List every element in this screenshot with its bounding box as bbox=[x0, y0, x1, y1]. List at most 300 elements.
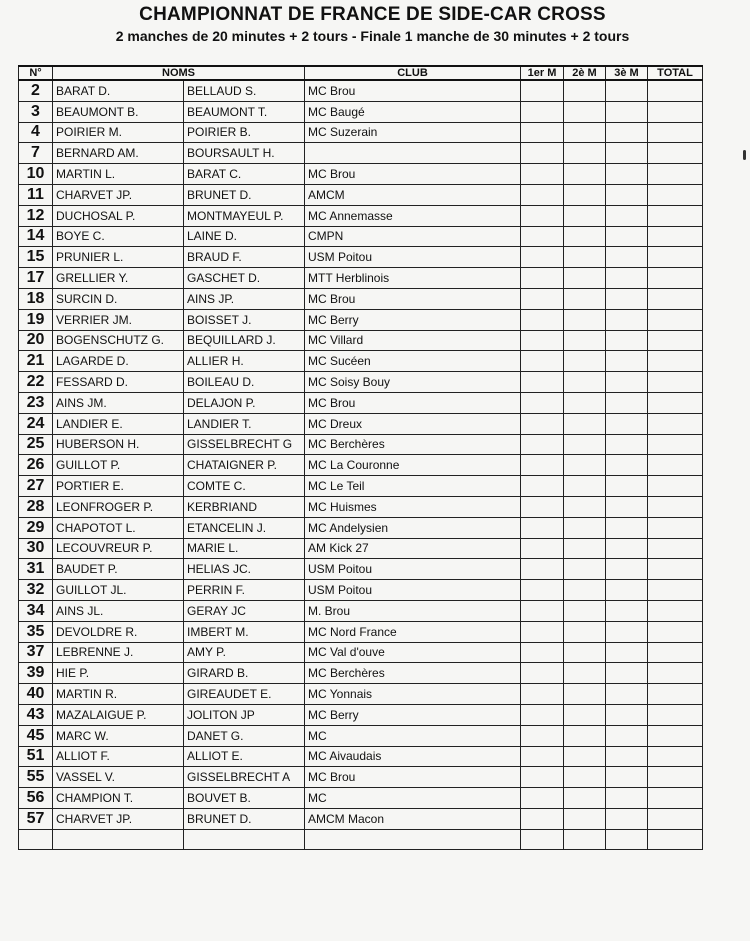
score-manche-3 bbox=[606, 496, 648, 517]
passenger-name: DANET G. bbox=[184, 725, 305, 746]
score-manche-1 bbox=[521, 80, 564, 101]
crew-number: 11 bbox=[19, 184, 53, 205]
table-row bbox=[19, 143, 703, 164]
crew-number: 19 bbox=[19, 309, 53, 330]
pilot-name: BEAUMONT B. bbox=[53, 101, 184, 122]
passenger-name: BRUNET D. bbox=[184, 808, 305, 829]
table-row bbox=[19, 226, 703, 247]
score-manche-2 bbox=[564, 538, 606, 559]
pilot-name: MAZALAIGUE P. bbox=[53, 704, 184, 725]
pilot-name: BERNARD AM. bbox=[53, 143, 184, 164]
header-manche-1: 1er M bbox=[521, 66, 564, 80]
score-total bbox=[648, 205, 703, 226]
crew-number: 25 bbox=[19, 434, 53, 455]
table-row bbox=[19, 205, 703, 226]
score-manche-2 bbox=[564, 101, 606, 122]
score-manche-2 bbox=[564, 476, 606, 497]
score-total bbox=[648, 309, 703, 330]
score-manche-3 bbox=[606, 808, 648, 829]
club-name: MC Annemasse bbox=[305, 205, 521, 226]
pilot-name: BARAT D. bbox=[53, 80, 184, 101]
score-total bbox=[648, 496, 703, 517]
club-name: MC Brou bbox=[305, 288, 521, 309]
pilot-name: HIE P. bbox=[53, 663, 184, 684]
table-row bbox=[19, 808, 703, 829]
crew-number: 57 bbox=[19, 808, 53, 829]
crew-number: 3 bbox=[19, 101, 53, 122]
pilot-name: FESSARD D. bbox=[53, 372, 184, 393]
crew-number: 34 bbox=[19, 600, 53, 621]
table-row bbox=[19, 600, 703, 621]
score-manche-3 bbox=[606, 392, 648, 413]
score-manche-3 bbox=[606, 143, 648, 164]
pilot-name: AINS JM. bbox=[53, 392, 184, 413]
table-row bbox=[19, 392, 703, 413]
score-manche-2 bbox=[564, 392, 606, 413]
score-total bbox=[648, 122, 703, 143]
score-manche-3 bbox=[606, 101, 648, 122]
pilot-name: AINS JL. bbox=[53, 600, 184, 621]
crew-number: 14 bbox=[19, 226, 53, 247]
crew-number: 18 bbox=[19, 288, 53, 309]
table-row bbox=[19, 413, 703, 434]
club-name: MC bbox=[305, 725, 521, 746]
score-manche-1 bbox=[521, 226, 564, 247]
pilot-name: GUILLOT P. bbox=[53, 455, 184, 476]
entry-list-table bbox=[18, 65, 703, 850]
passenger-name: GISSELBRECHT A bbox=[184, 767, 305, 788]
crew-number: 37 bbox=[19, 642, 53, 663]
score-total bbox=[648, 101, 703, 122]
table-row bbox=[19, 684, 703, 705]
score-total bbox=[648, 330, 703, 351]
club-name: MC Huismes bbox=[305, 496, 521, 517]
passenger-name: BEQUILLARD J. bbox=[184, 330, 305, 351]
score-total bbox=[648, 413, 703, 434]
score-manche-3 bbox=[606, 205, 648, 226]
score-manche-2 bbox=[564, 372, 606, 393]
score-total bbox=[648, 788, 703, 809]
club-name: AMCM bbox=[305, 184, 521, 205]
passenger-name: HELIAS JC. bbox=[184, 559, 305, 580]
score-manche-3 bbox=[606, 330, 648, 351]
passenger-name: GERAY JC bbox=[184, 600, 305, 621]
crew-number bbox=[19, 829, 53, 850]
pilot-name: BAUDET P. bbox=[53, 559, 184, 580]
table-row bbox=[19, 476, 703, 497]
score-total bbox=[648, 559, 703, 580]
club-name: MC Berchères bbox=[305, 434, 521, 455]
pilot-name: CHAMPION T. bbox=[53, 788, 184, 809]
score-manche-2 bbox=[564, 184, 606, 205]
score-total bbox=[648, 372, 703, 393]
passenger-name: BELLAUD S. bbox=[184, 80, 305, 101]
crew-number: 56 bbox=[19, 788, 53, 809]
passenger-name: AMY P. bbox=[184, 642, 305, 663]
crew-number: 12 bbox=[19, 205, 53, 226]
table-row bbox=[19, 351, 703, 372]
score-manche-3 bbox=[606, 663, 648, 684]
club-name: MC Villard bbox=[305, 330, 521, 351]
table-header-row bbox=[19, 66, 703, 80]
score-manche-3 bbox=[606, 580, 648, 601]
table-row bbox=[19, 455, 703, 476]
score-manche-1 bbox=[521, 101, 564, 122]
club-name: MC Berry bbox=[305, 704, 521, 725]
score-manche-2 bbox=[564, 517, 606, 538]
pilot-name: VERRIER JM. bbox=[53, 309, 184, 330]
table-row bbox=[19, 725, 703, 746]
club-name: MC Aivaudais bbox=[305, 746, 521, 767]
passenger-name: MARIE L. bbox=[184, 538, 305, 559]
score-manche-1 bbox=[521, 642, 564, 663]
score-manche-2 bbox=[564, 663, 606, 684]
club-name: MC Berchères bbox=[305, 663, 521, 684]
score-manche-2 bbox=[564, 80, 606, 101]
score-total bbox=[648, 725, 703, 746]
crew-number: 39 bbox=[19, 663, 53, 684]
crew-number: 32 bbox=[19, 580, 53, 601]
score-manche-3 bbox=[606, 184, 648, 205]
score-manche-1 bbox=[521, 704, 564, 725]
pilot-name: CHARVET JP. bbox=[53, 808, 184, 829]
score-total bbox=[648, 600, 703, 621]
score-manche-3 bbox=[606, 725, 648, 746]
score-manche-2 bbox=[564, 808, 606, 829]
score-manche-2 bbox=[564, 413, 606, 434]
header-noms: NOMS bbox=[53, 66, 305, 80]
score-manche-3 bbox=[606, 746, 648, 767]
header-manche-2: 2è M bbox=[564, 66, 606, 80]
club-name: MC Brou bbox=[305, 164, 521, 185]
table-row bbox=[19, 746, 703, 767]
score-manche-1 bbox=[521, 788, 564, 809]
score-manche-1 bbox=[521, 476, 564, 497]
passenger-name: LANDIER T. bbox=[184, 413, 305, 434]
crew-number: 10 bbox=[19, 164, 53, 185]
header-manche-3: 3è M bbox=[606, 66, 648, 80]
score-manche-3 bbox=[606, 517, 648, 538]
passenger-name: AINS JP. bbox=[184, 288, 305, 309]
score-manche-3 bbox=[606, 122, 648, 143]
club-name: MC Soisy Bouy bbox=[305, 372, 521, 393]
score-manche-1 bbox=[521, 164, 564, 185]
score-manche-2 bbox=[564, 788, 606, 809]
score-total bbox=[648, 143, 703, 164]
passenger-name: JOLITON JP bbox=[184, 704, 305, 725]
crew-number: 21 bbox=[19, 351, 53, 372]
club-name: CMPN bbox=[305, 226, 521, 247]
club-name: MC Brou bbox=[305, 392, 521, 413]
score-manche-2 bbox=[564, 496, 606, 517]
score-total bbox=[648, 392, 703, 413]
pilot-name: MARC W. bbox=[53, 725, 184, 746]
club-name: MC Dreux bbox=[305, 413, 521, 434]
score-manche-1 bbox=[521, 580, 564, 601]
club-name: MTT Herblinois bbox=[305, 268, 521, 289]
crew-number: 2 bbox=[19, 80, 53, 101]
score-manche-1 bbox=[521, 268, 564, 289]
score-manche-3 bbox=[606, 309, 648, 330]
club-name: MC Suzerain bbox=[305, 122, 521, 143]
score-manche-3 bbox=[606, 684, 648, 705]
club-name: MC Yonnais bbox=[305, 684, 521, 705]
table-row bbox=[19, 372, 703, 393]
passenger-name: GISSELBRECHT G bbox=[184, 434, 305, 455]
score-total bbox=[648, 642, 703, 663]
passenger-name: BOISSET J. bbox=[184, 309, 305, 330]
score-manche-2 bbox=[564, 288, 606, 309]
score-manche-2 bbox=[564, 309, 606, 330]
score-manche-3 bbox=[606, 80, 648, 101]
crew-number: 27 bbox=[19, 476, 53, 497]
crew-number: 30 bbox=[19, 538, 53, 559]
club-name: MC Le Teil bbox=[305, 476, 521, 497]
crew-number: 7 bbox=[19, 143, 53, 164]
passenger-name: DELAJON P. bbox=[184, 392, 305, 413]
club-name: MC Berry bbox=[305, 309, 521, 330]
score-total bbox=[648, 746, 703, 767]
crew-number: 4 bbox=[19, 122, 53, 143]
table-row bbox=[19, 704, 703, 725]
score-manche-1 bbox=[521, 600, 564, 621]
table-row bbox=[19, 496, 703, 517]
score-manche-3 bbox=[606, 704, 648, 725]
pilot-name: PRUNIER L. bbox=[53, 247, 184, 268]
table-row bbox=[19, 101, 703, 122]
score-total bbox=[648, 268, 703, 289]
score-total bbox=[648, 621, 703, 642]
passenger-name: BEAUMONT T. bbox=[184, 101, 305, 122]
club-name: MC La Couronne bbox=[305, 455, 521, 476]
score-total bbox=[648, 226, 703, 247]
score-total bbox=[648, 247, 703, 268]
score-manche-3 bbox=[606, 538, 648, 559]
score-total bbox=[648, 704, 703, 725]
score-total bbox=[648, 580, 703, 601]
score-manche-1 bbox=[521, 434, 564, 455]
pilot-name: SURCIN D. bbox=[53, 288, 184, 309]
passenger-name: COMTE C. bbox=[184, 476, 305, 497]
score-total bbox=[648, 164, 703, 185]
score-manche-1 bbox=[521, 684, 564, 705]
crew-number: 22 bbox=[19, 372, 53, 393]
pilot-name: DUCHOSAL P. bbox=[53, 205, 184, 226]
crew-number: 35 bbox=[19, 621, 53, 642]
score-manche-2 bbox=[564, 580, 606, 601]
pilot-name: BOGENSCHUTZ G. bbox=[53, 330, 184, 351]
club-name: MC Andelysien bbox=[305, 517, 521, 538]
score-total bbox=[648, 829, 703, 850]
table-row bbox=[19, 122, 703, 143]
score-manche-2 bbox=[564, 704, 606, 725]
header-total: TOTAL bbox=[648, 66, 703, 80]
score-manche-1 bbox=[521, 288, 564, 309]
passenger-name: BOILEAU D. bbox=[184, 372, 305, 393]
score-manche-1 bbox=[521, 122, 564, 143]
pilot-name: GUILLOT JL. bbox=[53, 580, 184, 601]
pilot-name: CHAPOTOT L. bbox=[53, 517, 184, 538]
score-manche-1 bbox=[521, 330, 564, 351]
pilot-name: LECOUVREUR P. bbox=[53, 538, 184, 559]
score-total bbox=[648, 434, 703, 455]
table-row bbox=[19, 288, 703, 309]
table-row bbox=[19, 559, 703, 580]
pilot-name: BOYE C. bbox=[53, 226, 184, 247]
pilot-name bbox=[53, 829, 184, 850]
passenger-name: ETANCELIN J. bbox=[184, 517, 305, 538]
club-name: MC Brou bbox=[305, 80, 521, 101]
score-total bbox=[648, 455, 703, 476]
passenger-name: ALLIOT E. bbox=[184, 746, 305, 767]
club-name: AMCM Macon bbox=[305, 808, 521, 829]
crew-number: 43 bbox=[19, 704, 53, 725]
table-row bbox=[19, 517, 703, 538]
club-name: AM Kick 27 bbox=[305, 538, 521, 559]
score-manche-1 bbox=[521, 538, 564, 559]
pilot-name: LAGARDE D. bbox=[53, 351, 184, 372]
score-manche-1 bbox=[521, 184, 564, 205]
score-manche-2 bbox=[564, 351, 606, 372]
crew-number: 45 bbox=[19, 725, 53, 746]
page-title: CHAMPIONNAT DE FRANCE DE SIDE-CAR CROSS bbox=[139, 4, 606, 25]
crew-number: 15 bbox=[19, 247, 53, 268]
score-manche-2 bbox=[564, 684, 606, 705]
score-manche-3 bbox=[606, 413, 648, 434]
table-row bbox=[19, 767, 703, 788]
crew-number: 55 bbox=[19, 767, 53, 788]
score-manche-3 bbox=[606, 621, 648, 642]
score-manche-3 bbox=[606, 247, 648, 268]
score-manche-1 bbox=[521, 496, 564, 517]
passenger-name: BARAT C. bbox=[184, 164, 305, 185]
table-row bbox=[19, 829, 703, 850]
passenger-name: KERBRIAND bbox=[184, 496, 305, 517]
header-club: CLUB bbox=[305, 66, 521, 80]
passenger-name bbox=[184, 829, 305, 850]
page-subtitle: 2 manches de 20 minutes + 2 tours - Finale 1 manche de 30 minutes + 2 tours bbox=[115, 28, 630, 44]
score-manche-1 bbox=[521, 829, 564, 850]
crew-number: 20 bbox=[19, 330, 53, 351]
score-manche-2 bbox=[564, 559, 606, 580]
passenger-name: GIREAUDET E. bbox=[184, 684, 305, 705]
score-manche-2 bbox=[564, 767, 606, 788]
score-manche-3 bbox=[606, 559, 648, 580]
crew-number: 23 bbox=[19, 392, 53, 413]
score-manche-1 bbox=[521, 392, 564, 413]
pilot-name: LEONFROGER P. bbox=[53, 496, 184, 517]
score-manche-1 bbox=[521, 143, 564, 164]
score-manche-3 bbox=[606, 288, 648, 309]
score-manche-3 bbox=[606, 434, 648, 455]
score-manche-3 bbox=[606, 767, 648, 788]
crew-number: 40 bbox=[19, 684, 53, 705]
table-row bbox=[19, 788, 703, 809]
score-manche-3 bbox=[606, 600, 648, 621]
pilot-name: DEVOLDRE R. bbox=[53, 621, 184, 642]
passenger-name: CHATAIGNER P. bbox=[184, 455, 305, 476]
club-name: USM Poitou bbox=[305, 559, 521, 580]
club-name: USM Poitou bbox=[305, 247, 521, 268]
passenger-name: ALLIER H. bbox=[184, 351, 305, 372]
header-num: N° bbox=[19, 66, 53, 80]
score-total bbox=[648, 517, 703, 538]
pilot-name: POIRIER M. bbox=[53, 122, 184, 143]
score-manche-1 bbox=[521, 205, 564, 226]
club-name: MC Val d'ouve bbox=[305, 642, 521, 663]
score-manche-2 bbox=[564, 122, 606, 143]
score-manche-2 bbox=[564, 829, 606, 850]
score-manche-3 bbox=[606, 455, 648, 476]
score-manche-2 bbox=[564, 621, 606, 642]
score-total bbox=[648, 80, 703, 101]
score-manche-1 bbox=[521, 455, 564, 476]
club-name bbox=[305, 143, 521, 164]
score-total bbox=[648, 351, 703, 372]
crew-number: 29 bbox=[19, 517, 53, 538]
score-manche-2 bbox=[564, 600, 606, 621]
passenger-name: BOURSAULT H. bbox=[184, 143, 305, 164]
passenger-name: LAINE D. bbox=[184, 226, 305, 247]
score-manche-3 bbox=[606, 164, 648, 185]
club-name: M. Brou bbox=[305, 600, 521, 621]
table-body bbox=[19, 80, 703, 850]
score-total bbox=[648, 538, 703, 559]
pilot-name: LEBRENNE J. bbox=[53, 642, 184, 663]
score-manche-1 bbox=[521, 746, 564, 767]
table-row bbox=[19, 247, 703, 268]
table-row bbox=[19, 621, 703, 642]
passenger-name: POIRIER B. bbox=[184, 122, 305, 143]
table-row bbox=[19, 663, 703, 684]
pilot-name: ALLIOT F. bbox=[53, 746, 184, 767]
table-row bbox=[19, 80, 703, 101]
score-manche-1 bbox=[521, 372, 564, 393]
score-manche-1 bbox=[521, 621, 564, 642]
pilot-name: LANDIER E. bbox=[53, 413, 184, 434]
score-total bbox=[648, 808, 703, 829]
club-name: MC Brou bbox=[305, 767, 521, 788]
score-manche-1 bbox=[521, 663, 564, 684]
score-manche-2 bbox=[564, 268, 606, 289]
score-manche-3 bbox=[606, 268, 648, 289]
table-row bbox=[19, 184, 703, 205]
score-manche-3 bbox=[606, 829, 648, 850]
pilot-name: GRELLIER Y. bbox=[53, 268, 184, 289]
passenger-name: GIRARD B. bbox=[184, 663, 305, 684]
score-manche-1 bbox=[521, 517, 564, 538]
club-name: MC Nord France bbox=[305, 621, 521, 642]
score-manche-2 bbox=[564, 205, 606, 226]
score-manche-2 bbox=[564, 746, 606, 767]
passenger-name: BOUVET B. bbox=[184, 788, 305, 809]
crew-number: 51 bbox=[19, 746, 53, 767]
passenger-name: IMBERT M. bbox=[184, 621, 305, 642]
table-row bbox=[19, 309, 703, 330]
score-manche-1 bbox=[521, 309, 564, 330]
pilot-name: VASSEL V. bbox=[53, 767, 184, 788]
table-row bbox=[19, 434, 703, 455]
crew-number: 28 bbox=[19, 496, 53, 517]
pilot-name: CHARVET JP. bbox=[53, 184, 184, 205]
score-total bbox=[648, 476, 703, 497]
table-row bbox=[19, 642, 703, 663]
score-total bbox=[648, 684, 703, 705]
pilot-name: PORTIER E. bbox=[53, 476, 184, 497]
score-manche-1 bbox=[521, 808, 564, 829]
score-manche-3 bbox=[606, 351, 648, 372]
passenger-name: MONTMAYEUL P. bbox=[184, 205, 305, 226]
